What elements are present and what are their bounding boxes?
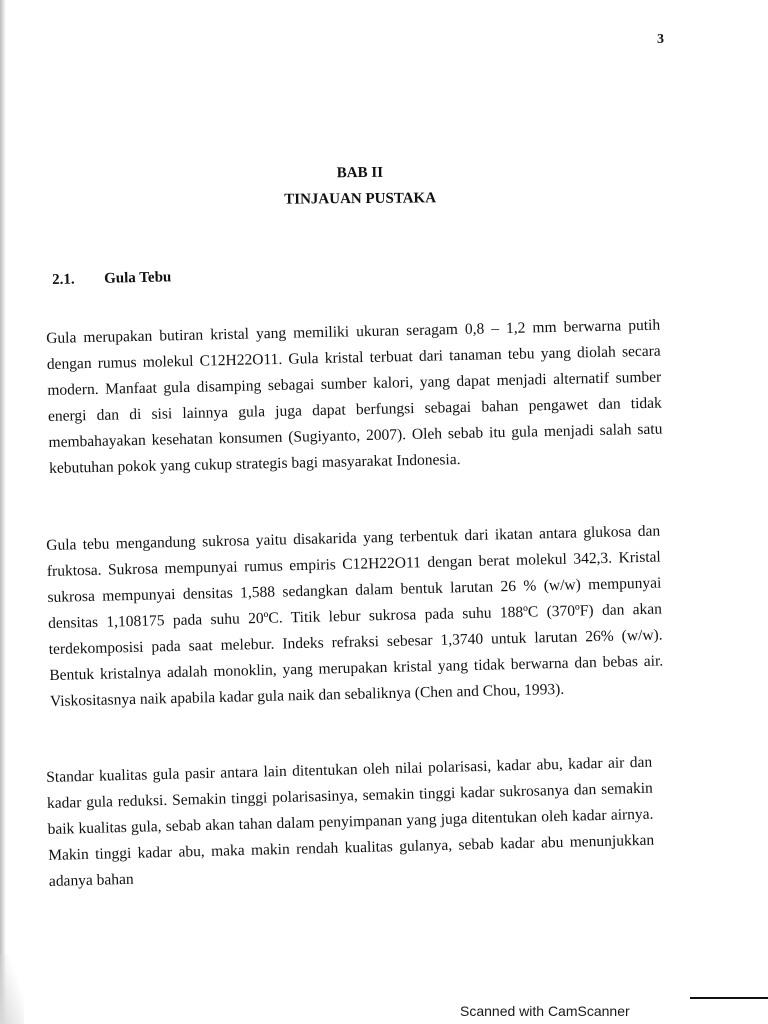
paragraph: Standar kualitas gula pasir antara lain ditentukan oleh nilai polarisasi, kadar abu, kadar air dan kadar gula reduksi. Semakin tinggi polarisasinya, semakin tinggi kadar sukrosanya dan semakin baik kualitas gula, sebab akan tahan dalam penyimpanan yang juga ditentukan oleh kadar airnya. Makin tinggi kadar abu, maka makin rendah kualitas gulanya, sebab kadar abu menunjukkan adanya bahan	[46, 753, 655, 890]
section-heading	[52, 269, 171, 289]
scan-edge-shadow	[0, 0, 6, 1024]
scan-corner-shadow	[0, 954, 24, 1024]
paragraph: Gula merupakan butiran kristal yang memiliki ukuran seragam 0,8 – 1,2 mm berwarna putih dengan rumus molekul C12H22O11. Gula kristal terbuat dari tanaman tebu yang diolah secara modern. Manfaat gula disamping sebagai sumber kalori, yang dapat menjadi alternatif sumber energi dan di sisi lainnya gula juga dapat berfungsi sebagai bahan pengawet dan tidak membahayakan kesehatan konsumen (Sugiyanto, 2007). Oleh sebab itu gula menjadi salah satu kebutuhan pokok yang cukup strategis bagi masyarakat Indonesia.	[46, 316, 663, 477]
footer-divider	[690, 997, 768, 999]
paragraph: Gula tebu mengandung sukrosa yaitu disakarida yang terbentuk dari ikatan antara glukosa dan fruktosa. Sukrosa mempunyai rumus empiris C12H22O11 dengan berat molekul 342,3. Kristal sukrosa mempunyai densitas 1,588 sedangkan dalam bentuk larutan 26 % (w/w) mempunyai densitas 1,108175 pada suhu 20ºC. Titik lebur sukrosa pada suhu 188ºC (370ºF) dan akan terdekomposisi pada saat melebur. Indeks refraksi sebesar 1,3740 untuk larutan 26% (w/w). Bentuk kristalnya adalah monoklin, yang merupakan kristal yang tidak berwarna dan bebas air. Viskositasnya naik apabila kadar gula naik dan sebaliknya (Chen and Chou, 1993).	[46, 522, 664, 710]
section-number: 2.1.	[52, 271, 75, 288]
page-number: 3	[657, 32, 664, 47]
chapter-heading	[0, 157, 720, 215]
chapter-title: TINJAUAN PUSTAKA	[284, 190, 437, 208]
chapter-label: BAB II	[336, 164, 384, 182]
section-title: Gula Tebu	[103, 269, 172, 287]
scanner-watermark: Scanned with CamScanner	[460, 1003, 630, 1019]
